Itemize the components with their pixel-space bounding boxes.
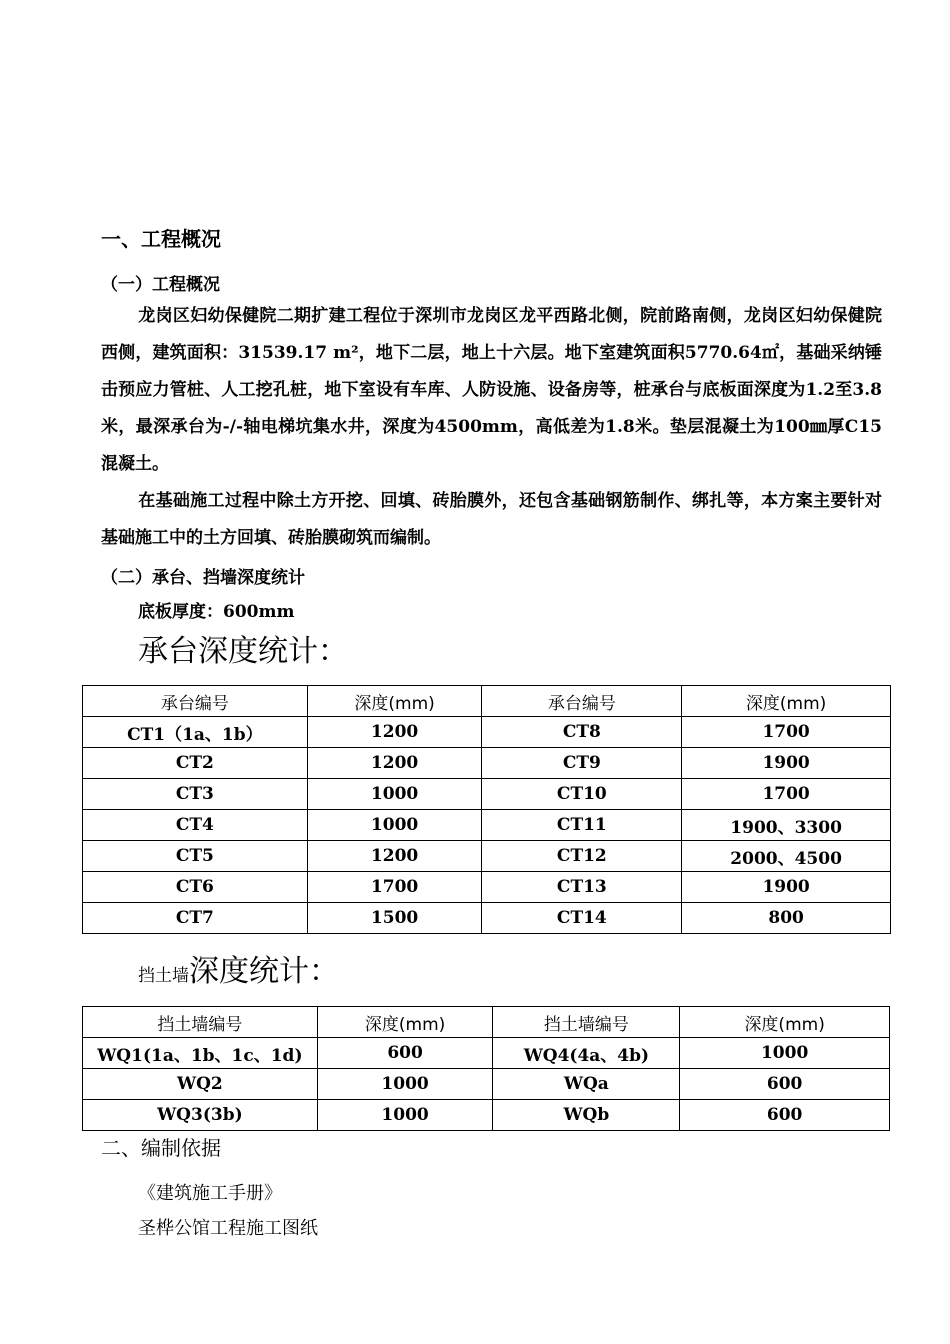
reference-2: 圣桦公馆工程施工图纸 bbox=[138, 1218, 318, 1239]
header-cell: 承台编号 bbox=[83, 686, 308, 717]
header-cell: 深度(mm) bbox=[682, 686, 891, 717]
table-cell: 1200 bbox=[307, 748, 482, 779]
table-cell: 2000、4500 bbox=[682, 841, 891, 872]
table-row bbox=[83, 903, 891, 934]
table-row bbox=[83, 748, 891, 779]
table-cell: CT7 bbox=[83, 903, 308, 934]
retaining-wall-depth-table bbox=[82, 1006, 890, 1131]
table-cell: CT4 bbox=[83, 810, 308, 841]
table-cell: 1200 bbox=[307, 717, 482, 748]
table-header-row bbox=[83, 686, 891, 717]
table-row bbox=[83, 717, 891, 748]
table-header-row bbox=[83, 1007, 890, 1038]
header-cell: 挡土墙编号 bbox=[83, 1007, 318, 1038]
table-cell: CT6 bbox=[83, 872, 308, 903]
table-cell: 1200 bbox=[307, 841, 482, 872]
table-cell: 600 bbox=[680, 1069, 890, 1100]
table-row bbox=[83, 779, 891, 810]
table-cell: WQ1(1a、1b、1c、1d) bbox=[83, 1038, 318, 1069]
header-cell: 承台编号 bbox=[482, 686, 682, 717]
table-cell: CT3 bbox=[83, 779, 308, 810]
header-cell: 深度(mm) bbox=[317, 1007, 493, 1038]
table-row bbox=[83, 810, 891, 841]
table-cell: CT11 bbox=[482, 810, 682, 841]
table-cell: 1000 bbox=[307, 779, 482, 810]
table-cell: 1900、3300 bbox=[682, 810, 891, 841]
table-cell: CT10 bbox=[482, 779, 682, 810]
table-row bbox=[83, 1100, 890, 1131]
table-row bbox=[83, 1069, 890, 1100]
header-cell: 挡土墙编号 bbox=[493, 1007, 680, 1038]
table-cell: CT2 bbox=[83, 748, 308, 779]
table-cell: 1000 bbox=[307, 810, 482, 841]
table-cell: 1900 bbox=[682, 872, 891, 903]
paragraph-overview bbox=[101, 298, 882, 483]
paragraph-scope-text: 在基础施工过程中除土方开挖、回填、砖胎膜外，还包含基础钢筋制作、绑扎等，本方案主要针对基础施工中的土方回填、砖胎膜砌筑而编制。 bbox=[101, 491, 882, 548]
table-row bbox=[83, 841, 891, 872]
table-cell: CT14 bbox=[482, 903, 682, 934]
slab-thickness: 底板厚度：600mm bbox=[138, 602, 295, 622]
table-cell: 1000 bbox=[317, 1069, 493, 1100]
cap-depth-table bbox=[82, 685, 891, 934]
table-cell: CT5 bbox=[83, 841, 308, 872]
reference-1: 《建筑施工手册》 bbox=[138, 1183, 282, 1204]
table-cell: 1000 bbox=[680, 1038, 890, 1069]
table-cell: CT8 bbox=[482, 717, 682, 748]
table-cell: WQ4(4a、4b) bbox=[493, 1038, 680, 1069]
section-1-title: 一、工程概况 bbox=[101, 227, 221, 251]
wall-table-title-prefix: 挡土墙 bbox=[138, 966, 189, 986]
wall-table-title-text: 深度统计： bbox=[189, 954, 339, 989]
table-cell: 1700 bbox=[307, 872, 482, 903]
table-cell: 1700 bbox=[682, 779, 891, 810]
table-cell: 800 bbox=[682, 903, 891, 934]
header-cell: 深度(mm) bbox=[307, 686, 482, 717]
subsection-1-title: （一）工程概况 bbox=[101, 275, 220, 295]
header-cell: 深度(mm) bbox=[680, 1007, 890, 1038]
table-cell: 1700 bbox=[682, 717, 891, 748]
table-cell: CT13 bbox=[482, 872, 682, 903]
table-cell: 600 bbox=[317, 1038, 493, 1069]
table-row bbox=[83, 1038, 890, 1069]
table-cell: WQa bbox=[493, 1069, 680, 1100]
table-row bbox=[83, 872, 891, 903]
table-cell: CT9 bbox=[482, 748, 682, 779]
table-cell: 1900 bbox=[682, 748, 891, 779]
subsection-2-title: （二）承台、挡墙深度统计 bbox=[101, 568, 305, 588]
table-cell: CT1（1a、1b） bbox=[83, 717, 308, 748]
cap-table-title: 承台深度统计： bbox=[138, 634, 348, 669]
table-cell: CT12 bbox=[482, 841, 682, 872]
section-2-title: 二、编制依据 bbox=[101, 1136, 221, 1160]
table-cell: WQ2 bbox=[83, 1069, 318, 1100]
table-cell: WQb bbox=[493, 1100, 680, 1131]
table-cell: 1000 bbox=[317, 1100, 493, 1131]
table-cell: WQ3(3b) bbox=[83, 1100, 318, 1131]
table-cell: 1500 bbox=[307, 903, 482, 934]
paragraph-overview-text: 龙岗区妇幼保健院二期扩建工程位于深圳市龙岗区龙平西路北侧，院前路南侧，龙岗区妇幼保健院西侧，建筑面积：31539.17 m²，地下二层，地上十六层。地下室建筑面积5770.64㎡，基础采纳锤击预应力管桩、人工挖孔桩，地下室设有车库、人防设施、设备房等，桩承台与底板面深度为1.2至3.8米，最深承台为-/-轴电梯坑集水井，深度为4500mm，高低差为1.8米。垫层混凝土为100㎜厚C15混凝土。 bbox=[101, 306, 882, 474]
wall-table-title bbox=[138, 946, 339, 990]
table-cell: 600 bbox=[680, 1100, 890, 1131]
paragraph-scope bbox=[101, 483, 882, 557]
